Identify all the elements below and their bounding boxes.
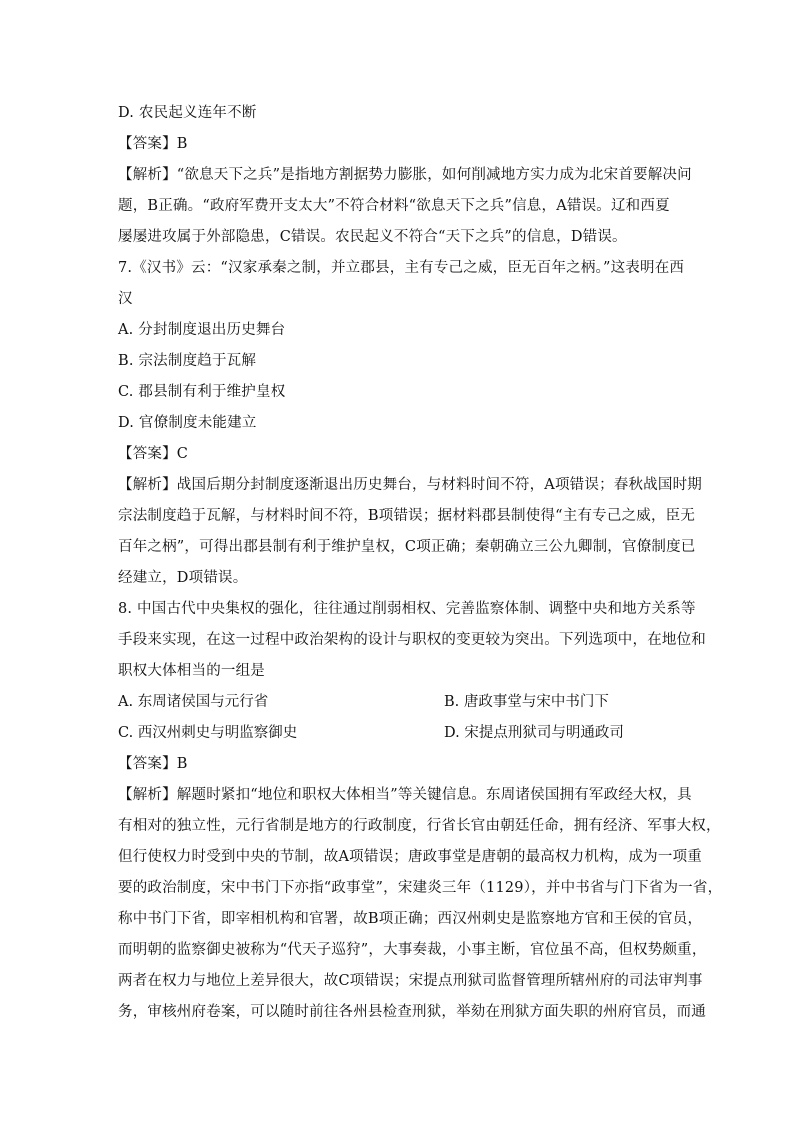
question-7-cont: 汉 <box>118 291 133 307</box>
analysis-line: 【解析】战国后期分封制度逐渐退出历史舞台，与材料时间不符，A项错误；春秋战国时期 <box>118 477 702 493</box>
question-8-cont: 职权大体相当的一组是 <box>118 663 265 679</box>
option-b: B. 宗法制度趋于瓦解 <box>118 353 257 369</box>
answer-label: 【答案】C <box>118 446 189 462</box>
document-body <box>118 98 723 1028</box>
analysis-line: 经建立，D项错误。 <box>118 570 248 586</box>
option-d: D. 官僚制度未能建立 <box>118 415 257 431</box>
option-c: C. 西汉州刺史与明监察御史 <box>118 725 298 741</box>
option-a: A. 分封制度退出历史舞台 <box>118 322 286 338</box>
analysis-line: 屡屡进攻属于外部隐患，C错误。农民起义不符合“天下之兵”的信息，D错误。 <box>118 229 627 245</box>
question-8: 8. 中国古代中央集权的强化，往往通过削弱相权、完善监察体制、调整中央和地方关系等 <box>118 601 696 617</box>
analysis-line: 题，B正确。“政府军费开支太大”不符合材料“欲息天下之兵”信息，A错误。辽和西夏 <box>118 198 670 214</box>
analysis-line: 【解析】“欲息天下之兵”是指地方割据势力膨胀，如何削减地方实力成为北宋首要解决问 <box>118 167 692 183</box>
analysis-line: 宗法制度趋于瓦解，与材料时间不符，B项错误；据材料郡县制使得“主有专己之威，臣无 <box>118 508 696 524</box>
analysis-line: 两者在权力与地位上差异很大，故C项错误；宋提点刑狱司监督管理所辖州府的司法审判事 <box>118 973 703 989</box>
option-d-prev: D. 农民起义连年不断 <box>118 105 257 121</box>
answer-label: 【答案】B <box>118 136 188 152</box>
option-d: D. 宋提点刑狱司与明通政司 <box>444 725 624 741</box>
option-c: C. 郡县制有利于维护皇权 <box>118 384 286 400</box>
option-a: A. 东周诸侯国与元行省 <box>118 694 269 710</box>
analysis-line: 称中书门下省，即宰相机构和官署，故B项正确；西汉州刺史是监察地方官和王侯的官员， <box>118 911 703 927</box>
options-row-2 <box>118 718 678 749</box>
analysis-line: 但行使权力时受到中央的节制，故A项错误；唐政事堂是唐朝的最高权力机构，成为一项重 <box>118 849 702 865</box>
analysis-line: 务，审核州府卷案，可以随时前往各州县检查刑狱，举劾在刑狱方面失职的州府官员，而通 <box>118 1004 706 1020</box>
answer-label: 【答案】B <box>118 756 188 772</box>
question-8-cont: 手段来实现，在这一过程中政治架构的设计与职权的变更较为突出。下列选项中，在地位和 <box>118 632 706 648</box>
analysis-line: 百年之柄”，可得出郡县制有利于维护皇权，C项正确；秦朝确立三公九卿制，官僚制度已 <box>118 539 696 555</box>
option-b: B. 唐政事堂与宋中书门下 <box>444 694 609 710</box>
options-row-1 <box>118 687 678 718</box>
analysis-line: 要的政治制度，宋中书门下亦指“政事堂”，宋建炎三年（1129），并中书省与门下省为一省， <box>118 880 723 896</box>
question-7: 7.《汉书》云：“汉家承秦之制，并立郡县，主有专己之威，臣无百年之柄。”这表明在西 <box>118 260 685 276</box>
analysis-line: 有相对的独立性，元行省制是地方的行政制度，行省长官由朝廷任命，拥有经济、军事大权， <box>118 818 721 834</box>
analysis-line: 【解析】解题时紧扣“地位和职权大体相当”等关键信息。东周诸侯国拥有军政经大权，具 <box>118 787 692 803</box>
analysis-line: 而明朝的监察御史被称为“代天子巡狩”，大事奏裁，小事主断，官位虽不高，但权势颇重， <box>118 942 707 958</box>
